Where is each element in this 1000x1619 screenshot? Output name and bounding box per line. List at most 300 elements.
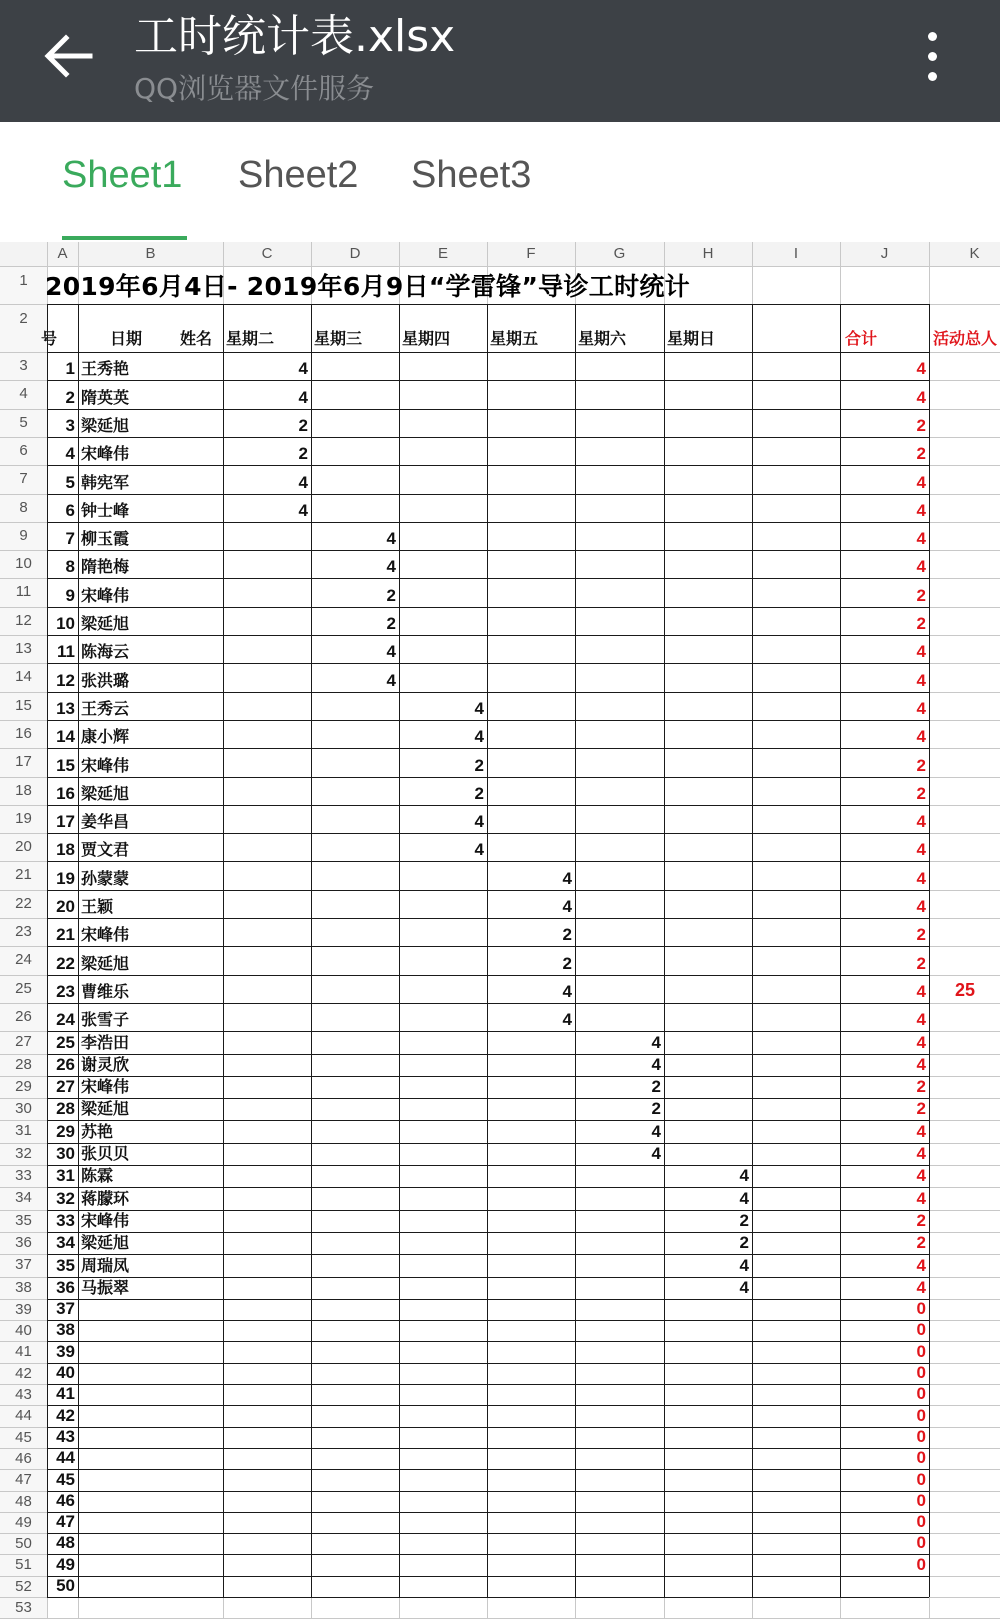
table-border <box>664 304 665 1597</box>
row-hours: 4 <box>298 359 308 379</box>
row-seq: 11 <box>57 642 75 662</box>
row-header[interactable]: 14 <box>0 663 47 691</box>
table-border <box>78 304 79 1597</box>
row-name: 钟士峰 <box>81 500 130 520</box>
row-header[interactable]: 51 <box>0 1554 47 1575</box>
row-name: 张洪璐 <box>81 670 130 690</box>
row-hours: 4 <box>562 897 572 916</box>
row-seq: 14 <box>56 727 75 747</box>
table-border <box>575 304 576 1597</box>
row-header[interactable]: 9 <box>0 522 47 550</box>
row-hours: 2 <box>651 1099 661 1119</box>
row-name: 宋峰伟 <box>81 444 130 464</box>
row-header[interactable]: 10 <box>0 550 47 578</box>
row-header[interactable]: 50 <box>0 1533 47 1554</box>
header-day: 星期三 <box>314 329 363 348</box>
row-header[interactable]: 18 <box>0 777 47 805</box>
row-header[interactable]: 43 <box>0 1384 47 1405</box>
column-header[interactable]: G <box>575 242 664 266</box>
row-name: 柳玉霞 <box>81 529 130 549</box>
row-total: 2 <box>916 614 926 633</box>
row-total: 4 <box>916 642 926 662</box>
row-total: 2 <box>916 783 926 803</box>
table-border <box>47 1469 929 1470</box>
row-total: 4 <box>916 1166 926 1186</box>
row-seq: 49 <box>56 1554 75 1574</box>
row-total: 4 <box>916 868 926 888</box>
table-border <box>47 437 929 438</box>
grid-line <box>0 266 1000 267</box>
row-header[interactable]: 40 <box>0 1320 47 1341</box>
row-seq: 35 <box>56 1255 75 1275</box>
row-seq: 38 <box>56 1320 75 1340</box>
table-border <box>47 1427 929 1428</box>
row-total: 4 <box>916 812 926 832</box>
column-header[interactable]: K <box>929 242 1000 266</box>
row-header[interactable]: 7 <box>0 465 47 493</box>
column-header[interactable]: B <box>78 242 223 266</box>
row-hours: 4 <box>298 472 308 492</box>
row-header[interactable]: 5 <box>0 409 47 437</box>
table-border <box>47 975 929 976</box>
row-total: 0 <box>916 1363 926 1382</box>
row-total: 2 <box>916 925 926 945</box>
row-hours: 4 <box>474 812 484 832</box>
row-seq: 50 <box>56 1576 75 1595</box>
row-header[interactable]: 23 <box>0 918 47 946</box>
file-title: 工时统计表.xlsx <box>134 11 456 62</box>
row-seq: 16 <box>56 783 75 803</box>
row-total: 4 <box>916 359 926 379</box>
table-border <box>47 522 929 523</box>
table-border <box>47 663 929 664</box>
row-hours: 4 <box>562 981 572 1001</box>
row-total: 4 <box>916 472 926 492</box>
row-header[interactable]: 15 <box>0 692 47 720</box>
table-border <box>223 304 224 1597</box>
row-name: 曹维乐 <box>81 981 130 1001</box>
table-border <box>47 692 929 693</box>
row-name: 李浩田 <box>81 1032 130 1052</box>
tab-sheet2[interactable]: Sheet2 <box>238 154 359 196</box>
row-hours: 4 <box>474 727 484 747</box>
row-total: 2 <box>916 585 926 605</box>
row-seq: 36 <box>56 1277 75 1297</box>
row-total: 4 <box>916 529 926 549</box>
row-header[interactable]: 41 <box>0 1341 47 1362</box>
row-name: 王秀云 <box>81 698 130 718</box>
row-name: 姜华昌 <box>81 812 130 832</box>
row-hours: 2 <box>739 1210 749 1230</box>
column-header[interactable]: H <box>664 242 752 266</box>
row-name: 陈霖 <box>81 1166 114 1186</box>
table-border <box>47 805 929 806</box>
table-border <box>399 304 400 1597</box>
row-header[interactable]: 44 <box>0 1405 47 1426</box>
row-hours: 4 <box>739 1166 749 1186</box>
row-seq: 43 <box>56 1426 75 1446</box>
table-border <box>47 777 929 778</box>
row-header[interactable]: 13 <box>0 635 47 663</box>
row-header[interactable]: 27 <box>0 1031 47 1053</box>
row-name: 王秀艳 <box>81 359 130 379</box>
people-total: 25 <box>954 979 976 1000</box>
column-header[interactable]: C <box>223 242 311 266</box>
row-name: 宋峰伟 <box>81 755 130 775</box>
row-seq: 19 <box>56 868 75 888</box>
row-seq: 48 <box>56 1533 75 1553</box>
row-hours: 2 <box>386 585 396 605</box>
row-total: 2 <box>916 1210 926 1230</box>
row-total: 4 <box>916 1032 926 1052</box>
row-total: 0 <box>916 1341 926 1361</box>
row-hours: 4 <box>474 698 484 718</box>
row-hours: 2 <box>298 415 308 435</box>
corner-cell <box>0 242 47 266</box>
table-border <box>47 946 929 947</box>
table-border <box>47 1363 929 1364</box>
row-name: 孙蒙蒙 <box>81 868 130 888</box>
row-name: 宋峰伟 <box>81 1077 130 1097</box>
row-total: 0 <box>916 1533 926 1553</box>
row-seq: 27 <box>56 1077 75 1097</box>
row-name: 王颖 <box>81 897 114 916</box>
row-seq: 42 <box>56 1405 75 1425</box>
row-total: 4 <box>916 897 926 916</box>
row-total: 0 <box>916 1405 926 1425</box>
row-hours: 4 <box>651 1054 661 1074</box>
row-header[interactable]: 45 <box>0 1427 47 1448</box>
table-border <box>47 578 929 579</box>
row-name: 梁延旭 <box>81 953 130 973</box>
row-name: 宋峰伟 <box>81 925 130 945</box>
table-border <box>47 1448 929 1449</box>
table-border <box>47 1405 929 1406</box>
row-total: 0 <box>916 1384 926 1404</box>
file-source: QQ浏览器文件服务 <box>134 72 375 105</box>
header-day: 星期五 <box>490 329 539 348</box>
row-total: 0 <box>916 1299 926 1319</box>
row-name: 苏艳 <box>81 1121 114 1141</box>
row-seq: 18 <box>56 840 75 860</box>
row-header[interactable]: 2 <box>0 304 47 352</box>
row-total: 0 <box>916 1320 926 1340</box>
row-seq: 34 <box>56 1233 75 1253</box>
row-total: 4 <box>916 1010 926 1030</box>
table-border <box>47 1576 929 1577</box>
sheet-title: 2019年6月4日- 2019年6月9日“学雷锋”导诊工时统计 <box>45 272 690 301</box>
row-hours: 4 <box>739 1188 749 1208</box>
row-seq: 21 <box>56 925 75 945</box>
row-total: 0 <box>916 1448 926 1468</box>
row-name: 梁延旭 <box>81 1233 130 1253</box>
row-header[interactable]: 28 <box>0 1054 47 1076</box>
row-hours: 2 <box>298 444 308 464</box>
row-header[interactable]: 36 <box>0 1232 47 1254</box>
row-hours: 2 <box>386 614 396 633</box>
table-border <box>47 1003 929 1004</box>
table-border <box>47 635 929 636</box>
row-seq: 15 <box>56 755 75 775</box>
row-seq: 8 <box>65 557 75 577</box>
column-header[interactable]: I <box>752 242 840 266</box>
header-people: 活动总人 <box>933 329 998 348</box>
table-border <box>47 465 929 466</box>
table-border <box>47 1533 929 1534</box>
header-day: 星期六 <box>578 329 627 348</box>
row-total: 4 <box>916 840 926 860</box>
header-seq: 号 <box>41 329 58 348</box>
row-header[interactable]: 46 <box>0 1448 47 1469</box>
row-total: 4 <box>916 387 926 407</box>
row-hours: 4 <box>651 1032 661 1052</box>
row-hours: 4 <box>298 387 308 407</box>
row-seq: 47 <box>56 1512 75 1532</box>
row-header[interactable]: 4 <box>0 380 47 408</box>
row-seq: 39 <box>56 1341 75 1361</box>
row-hours: 4 <box>562 1010 572 1030</box>
row-hours: 4 <box>651 1121 661 1141</box>
table-border <box>47 1491 929 1492</box>
row-hours: 2 <box>562 953 572 973</box>
row-header[interactable]: 8 <box>0 494 47 522</box>
row-seq: 9 <box>65 585 75 605</box>
row-hours: 4 <box>386 670 396 690</box>
row-header[interactable]: 33 <box>0 1165 47 1187</box>
row-total: 2 <box>916 1099 926 1119</box>
row-seq: 26 <box>56 1054 75 1074</box>
row-hours: 2 <box>474 755 484 775</box>
table-border <box>47 890 929 891</box>
row-total: 4 <box>916 1255 926 1275</box>
row-name: 蒋朦环 <box>81 1188 130 1208</box>
row-total: 0 <box>916 1490 926 1510</box>
table-border <box>47 1512 929 1513</box>
row-total: 0 <box>916 1469 926 1489</box>
row-header[interactable]: 30 <box>0 1098 47 1120</box>
row-hours: 4 <box>298 500 308 520</box>
table-border <box>47 494 929 495</box>
row-hours: 2 <box>739 1233 749 1253</box>
arrow-back-icon <box>36 24 100 88</box>
row-seq: 12 <box>56 670 75 690</box>
row-header[interactable]: 35 <box>0 1210 47 1232</box>
table-border <box>47 607 929 608</box>
app-bar <box>0 0 1000 122</box>
row-seq: 32 <box>56 1188 75 1208</box>
row-header[interactable]: 42 <box>0 1363 47 1384</box>
table-border <box>47 1320 929 1321</box>
spreadsheet[interactable] <box>0 242 1000 1619</box>
row-header[interactable]: 24 <box>0 946 47 974</box>
row-total: 0 <box>916 1426 926 1446</box>
tab-sheet3[interactable]: Sheet3 <box>411 154 532 196</box>
row-header[interactable]: 3 <box>0 352 47 380</box>
row-name: 张贝贝 <box>81 1144 130 1163</box>
column-header[interactable]: D <box>311 242 399 266</box>
row-header[interactable]: 22 <box>0 890 47 918</box>
row-seq: 22 <box>56 953 75 973</box>
row-name: 宋峰伟 <box>81 585 130 605</box>
more-options-button[interactable] <box>900 22 964 98</box>
row-name: 隋英英 <box>81 387 130 407</box>
column-header[interactable]: J <box>840 242 929 266</box>
row-header[interactable]: 34 <box>0 1187 47 1209</box>
row-seq: 40 <box>56 1363 75 1382</box>
row-total: 4 <box>916 500 926 520</box>
row-header[interactable]: 21 <box>0 861 47 889</box>
row-seq: 4 <box>65 444 75 464</box>
row-hours: 4 <box>739 1277 749 1297</box>
row-total: 4 <box>916 670 926 690</box>
column-header[interactable]: E <box>399 242 487 266</box>
row-total: 2 <box>916 1233 926 1253</box>
row-header[interactable]: 1 <box>0 266 47 304</box>
row-seq: 2 <box>65 387 75 407</box>
table-border <box>47 304 929 305</box>
row-hours: 4 <box>651 1144 661 1163</box>
table-border <box>47 748 929 749</box>
row-total: 2 <box>916 755 926 775</box>
row-header[interactable]: 32 <box>0 1143 47 1165</box>
row-name: 韩宪军 <box>81 472 130 492</box>
row-name: 贾文君 <box>81 840 130 860</box>
row-header[interactable]: 6 <box>0 437 47 465</box>
row-header[interactable]: 39 <box>0 1299 47 1320</box>
row-header[interactable]: 20 <box>0 833 47 861</box>
table-border <box>47 1341 929 1342</box>
row-seq: 7 <box>65 529 75 549</box>
table-border <box>47 1299 929 1300</box>
row-header[interactable]: 48 <box>0 1491 47 1512</box>
row-name: 周瑞凤 <box>81 1255 130 1275</box>
header-total: 合计 <box>845 329 878 348</box>
row-seq: 5 <box>65 472 75 492</box>
row-hours: 2 <box>651 1077 661 1097</box>
row-hours: 2 <box>474 783 484 803</box>
row-seq: 20 <box>56 897 75 916</box>
row-seq: 17 <box>56 812 75 832</box>
row-seq: 45 <box>56 1469 75 1489</box>
row-header[interactable]: 31 <box>0 1120 47 1142</box>
row-seq: 30 <box>56 1144 75 1163</box>
row-header[interactable]: 16 <box>0 720 47 748</box>
row-name: 梁延旭 <box>81 1099 130 1119</box>
table-border <box>47 861 929 862</box>
header-name: 姓名 <box>180 329 213 348</box>
row-name: 梁延旭 <box>81 415 130 435</box>
row-seq: 23 <box>56 981 75 1001</box>
row-name: 梁延旭 <box>81 783 130 803</box>
header-day: 星期四 <box>402 329 451 348</box>
tab-sheet1[interactable]: Sheet1 <box>62 154 183 196</box>
table-border <box>47 1384 929 1385</box>
sheet-tabs <box>0 122 1000 242</box>
row-seq: 6 <box>65 500 75 520</box>
table-border <box>47 1597 929 1598</box>
header-day: 星期日 <box>667 329 716 348</box>
row-total: 2 <box>916 444 926 464</box>
row-seq: 10 <box>56 614 75 633</box>
row-seq: 13 <box>56 698 75 718</box>
table-border <box>47 1554 929 1555</box>
row-header[interactable]: 53 <box>0 1597 47 1618</box>
row-header[interactable]: 25 <box>0 975 47 1003</box>
row-hours: 4 <box>739 1255 749 1275</box>
row-seq: 37 <box>56 1299 75 1319</box>
row-seq: 29 <box>56 1121 75 1141</box>
table-border <box>47 550 929 551</box>
row-total: 4 <box>916 698 926 718</box>
row-name: 宋峰伟 <box>81 1210 130 1230</box>
row-header[interactable]: 37 <box>0 1254 47 1276</box>
row-seq: 24 <box>56 1010 75 1030</box>
row-header[interactable]: 29 <box>0 1076 47 1098</box>
row-total: 4 <box>916 1277 926 1297</box>
row-name: 隋艳梅 <box>81 557 130 577</box>
row-total: 4 <box>916 1054 926 1074</box>
column-header[interactable]: F <box>487 242 575 266</box>
row-total: 2 <box>916 953 926 973</box>
table-border <box>47 833 929 834</box>
row-header[interactable]: 19 <box>0 805 47 833</box>
row-hours: 4 <box>386 529 396 549</box>
row-header[interactable]: 52 <box>0 1576 47 1597</box>
row-seq: 44 <box>56 1448 75 1468</box>
table-border <box>47 380 929 381</box>
table-border <box>47 720 929 721</box>
header-date: 日期 <box>110 329 143 348</box>
table-border <box>929 304 930 1597</box>
row-seq: 3 <box>65 415 75 435</box>
active-tab-indicator <box>62 236 187 240</box>
row-total: 4 <box>916 727 926 747</box>
row-header[interactable]: 11 <box>0 578 47 606</box>
row-total: 4 <box>916 1188 926 1208</box>
table-border <box>487 304 488 1597</box>
row-total: 0 <box>916 1512 926 1532</box>
row-hours: 4 <box>386 557 396 577</box>
row-hours: 4 <box>386 642 396 662</box>
row-name: 张雪子 <box>81 1010 130 1030</box>
row-header[interactable]: 17 <box>0 748 47 776</box>
row-header[interactable]: 49 <box>0 1512 47 1533</box>
table-border <box>311 304 312 1597</box>
row-seq: 1 <box>65 359 75 379</box>
row-header[interactable]: 26 <box>0 1003 47 1031</box>
table-border <box>47 918 929 919</box>
row-hours: 4 <box>562 868 572 888</box>
table-border <box>47 409 929 410</box>
row-name: 梁延旭 <box>81 614 130 633</box>
table-border <box>47 352 929 353</box>
row-total: 4 <box>916 1144 926 1163</box>
row-header[interactable]: 12 <box>0 607 47 635</box>
back-button[interactable] <box>36 24 100 88</box>
row-seq: 25 <box>56 1032 75 1052</box>
row-seq: 46 <box>56 1490 75 1510</box>
row-header[interactable]: 38 <box>0 1277 47 1299</box>
row-name: 马振翠 <box>81 1277 130 1297</box>
row-name: 陈海云 <box>81 642 130 662</box>
row-header[interactable]: 47 <box>0 1469 47 1490</box>
row-seq: 33 <box>56 1210 75 1230</box>
row-total: 4 <box>916 557 926 577</box>
table-border <box>752 304 753 1597</box>
row-seq: 41 <box>56 1384 75 1404</box>
row-hours: 4 <box>474 840 484 860</box>
column-header[interactable]: A <box>47 242 78 266</box>
